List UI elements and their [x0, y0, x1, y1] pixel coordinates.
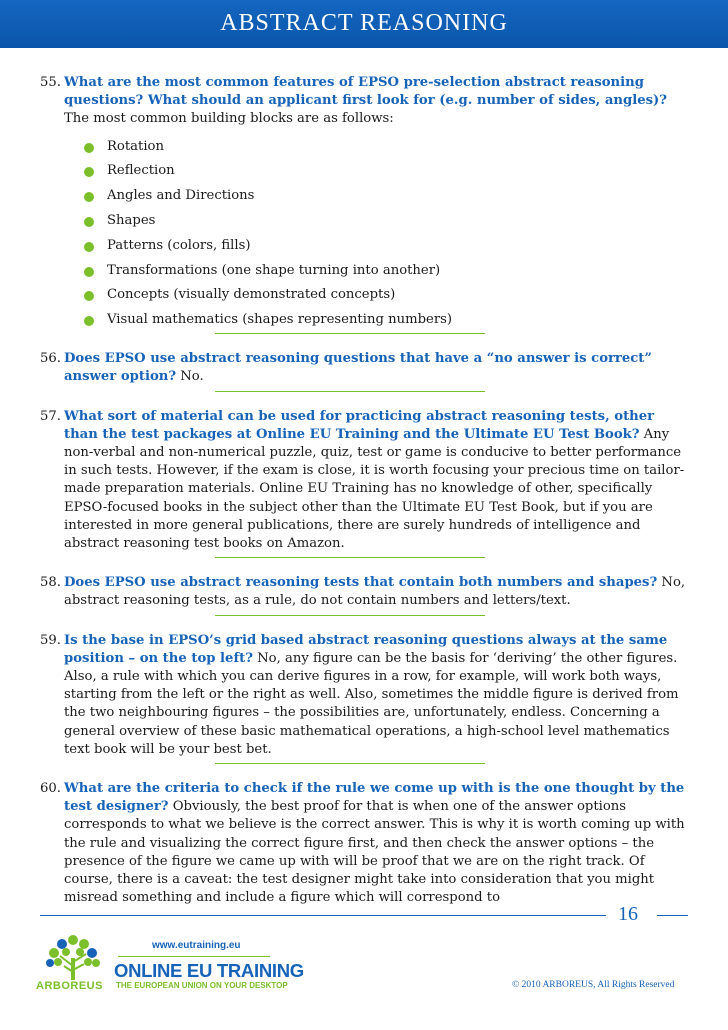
- logo-wordmark: ARBOREUS: [36, 980, 103, 992]
- faq-item: [40, 632, 690, 759]
- answer-text: No, any figure can be the basis for ‘deriving’ the other figures. Also, a rule with which you can derive figures in a row, for example, will work both ways, starting from the left or the right as well. Also, sometimes the middle figure is derived from the two neighbouring figures – the possibilities are, unfortunately, endless. Concerning a general overview of these basic mathematical operations, a high-school level mathematics text book will be your best bet.: [64, 650, 679, 757]
- list-item: Visual mathematics (shapes representing numbers): [84, 311, 690, 329]
- bullet-dot-icon: [84, 192, 94, 202]
- question-number: 60.: [40, 781, 61, 797]
- answer-text: Obviously, the best proof for that is when one of the answer options corresponds to what we believe is the correct answer. This is why it is worth coming up with the rule and visualizing the correct figure first, and then check the answer options – the presence of the figure we came up with will be proof that we are on the right track. Of course, there is a caveat: the test designer might take into consideration that you might misread something and include a figure which will correspond to: [64, 799, 685, 906]
- question-number: 58.: [40, 575, 61, 591]
- answer-text: Any non-verbal and non-numerical puzzle, quiz, test or game is conducive to better performance in such tests. However, if the exam is close, it is worth focusing your precious time on tailor-made preparation materials. Online EU Training has no knowledge of other, specifically EPSO-focused books in the subject other than the Ultimate EU Test Book, but if you are interested in more general publications, there are surely hundreds of intelligence and abstract reasoning test books on Amazon.: [64, 426, 685, 552]
- question-number: 55.: [40, 75, 61, 90]
- question-number: 59.: [40, 632, 61, 648]
- page-number: 16: [618, 903, 638, 925]
- question-text: Does EPSO use abstract reasoning questions that have a “no answer is correct” answer option?: [64, 351, 652, 385]
- question-text: What are the criteria to check if the rule we come up with is the one thought by the test designer?: [64, 781, 685, 815]
- url-underline: [118, 956, 270, 957]
- building-blocks-list: [40, 138, 690, 330]
- page-header: [0, 0, 728, 48]
- bullet-dot-icon: [84, 267, 94, 277]
- brand-name: ONLINE EU TRAINING: [114, 960, 304, 981]
- question-number: 56.: [40, 351, 61, 367]
- section-divider: [215, 615, 485, 616]
- bullet-dot-icon: [84, 217, 94, 227]
- footer-rule-left: [40, 915, 606, 916]
- question-text: What are the most common features of EPSO pre-selection abstract reasoning questions? What should an applicant first look for (e.g. number of sides, angles)?: [64, 75, 668, 109]
- faq-item: [40, 408, 690, 554]
- question-text: Is the base in EPSO’s grid based abstract reasoning questions always at the same position – on the top left?: [64, 632, 668, 666]
- list-item: Patterns (colors, fills): [84, 237, 690, 262]
- copyright-notice: © 2010 ARBOREUS, All Rights Reserved: [512, 980, 675, 990]
- section-divider: [215, 557, 485, 558]
- list-item: Shapes: [84, 212, 690, 237]
- bullet-dot-icon: [84, 242, 94, 252]
- bullet-dot-icon: [84, 143, 94, 153]
- question-text: What sort of material can be used for practicing abstract reasoning tests, other than the test packages at Online EU Training and the Ultimate EU Test Book?: [64, 408, 655, 442]
- faq-item: [40, 74, 690, 329]
- faq-item: [40, 574, 690, 610]
- answer-text: The most common building blocks are as follows:: [64, 111, 394, 127]
- brand-tagline: THE EUROPEAN UNION ON YOUR DESKTOP: [116, 981, 288, 990]
- list-item: Angles and Directions: [84, 187, 690, 212]
- page-title: ABSTRACT REASONING: [220, 10, 508, 36]
- question-number: 57.: [40, 408, 61, 424]
- faq-item: [40, 780, 690, 907]
- question-text: Does EPSO use abstract reasoning tests that contain both numbers and shapes?: [64, 575, 658, 591]
- bullet-dot-icon: [84, 316, 94, 326]
- section-divider: [215, 763, 485, 764]
- list-item: Transformations (one shape turning into another): [84, 262, 690, 287]
- answer-text: No.: [176, 369, 204, 385]
- list-item: Rotation: [84, 138, 690, 163]
- list-item: Concepts (visually demonstrated concepts): [84, 286, 690, 311]
- bullet-dot-icon: [84, 167, 94, 177]
- site-url-link[interactable]: www.eutraining.eu: [152, 940, 241, 951]
- faq-item: [40, 350, 690, 386]
- footer-rule-right: [657, 915, 688, 916]
- bullet-dot-icon: [84, 291, 94, 301]
- list-item: Reflection: [84, 162, 690, 187]
- answer-text: No, abstract reasoning tests, as a rule, do not contain numbers and letters/text.: [64, 575, 686, 609]
- section-divider: [215, 391, 485, 392]
- faq-content: [40, 74, 690, 907]
- section-divider: [215, 333, 485, 334]
